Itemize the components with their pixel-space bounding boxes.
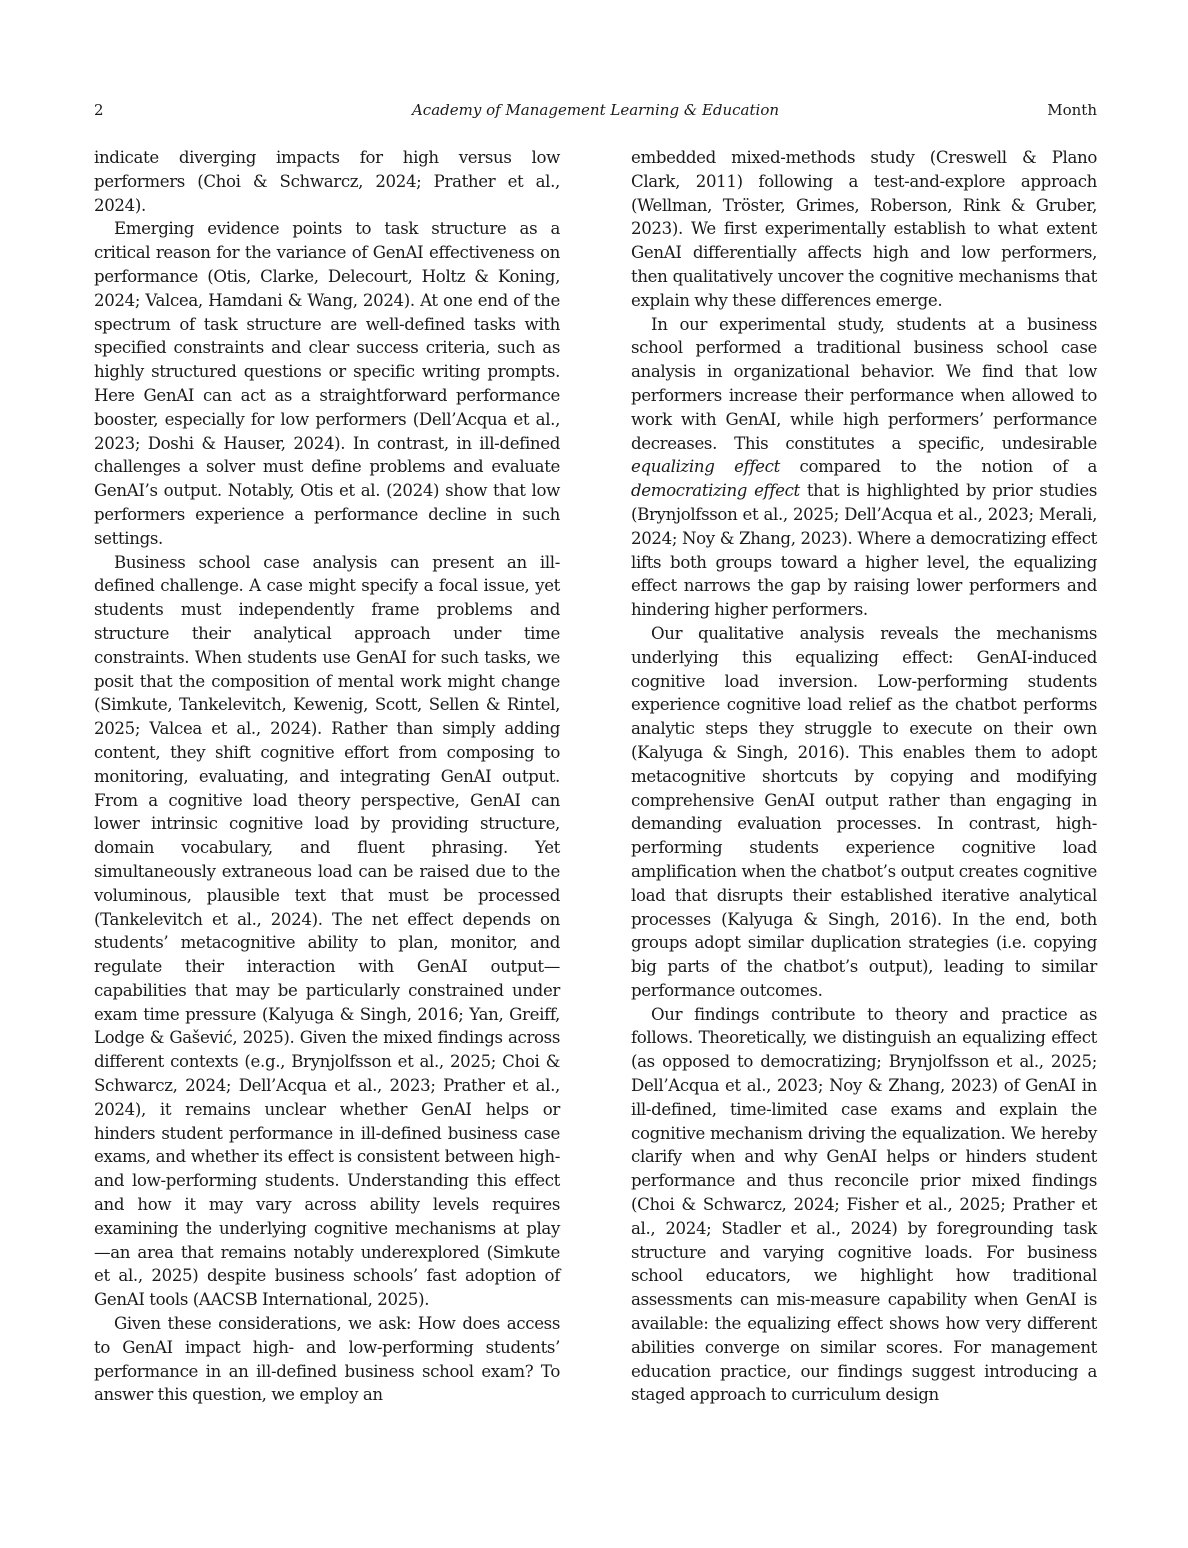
paragraph-continuation: indicate diverging impacts for high versus low performers (Choi & Schwarcz, 2024; Prather et al., 2024). [94,148,560,215]
paragraph-method-continuation: embedded mixed-methods study (Creswell & Plano Clark, 2011) following a test-and-explore approach (Wellman, Tröster, Grimes, Roberson, Rink & Gruber, 2023). We first experimentally establish to what extent GenAI differentially affects high and low performers, then qualitatively uncover the cognitive mechanisms that explain why these differences emerge. [631,148,1097,310]
emphasis-equalizing-effect: equalizing effect [631,457,780,477]
text-segment: compared to the notion of a [779,457,1097,477]
text-segment: that is highlighted by prior studies (Brynjolfsson et al., 2025; Dell’Acqua et al., 2023; Merali, 2024; Noy & Zhang, 2023). Where a democratizing effect lifts both groups toward a higher level, the equalizing effect narrows the gap by raising lower performers and hindering higher performers. [631,481,1097,620]
running-head [94,101,1097,125]
page-number: 2 [94,101,104,119]
paragraph-qualitative-analysis: Our qualitative analysis reveals the mechanisms underlying this equalizing effect: GenAI-induced cognitive load inversion. Low-performing students experience cognitive load relief as the chatbot performs analytic steps they struggle to execute on their own (Kalyuga & Singh, 2016). This enables them to adopt metacognitive shortcuts by copying and modifying comprehensive GenAI output rather than engaging in demanding evaluation processes. In contrast, high-performing students experience cognitive load amplification when the chatbot’s output creates cognitive load that disrupts their established iterative analytical processes (Kalyuga & Singh, 2016). In the end, both groups adopt similar duplication strategies (i.e. copying big parts of the chatbot’s output), leading to similar performance outcomes. [631,623,1097,1000]
journal-title: Academy of Management Learning & Education [411,101,780,119]
left-column [94,146,560,1407]
paragraph-research-question: Given these considerations, we ask: How does access to GenAI impact high- and low-performing students’ performance in an ill-defined business school exam? To answer this question, we employ an [94,1314,560,1405]
paragraph-case-analysis: Business school case analysis can present an ill-defined challenge. A case might specify a focal issue, yet students must independently frame problems and structure their analytical approach under time constraints. When students use GenAI for such tasks, we posit that the composition of mental work might change (Simkute, Tankelevitch, Kewenig, Scott, Sellen & Rintel, 2025; Valcea et al., 2024). Rather than simply adding content, they shift cognitive effort from composing to monitoring, evaluating, and integrating GenAI output. From a cognitive load theory perspective, GenAI can lower intrinsic cognitive load by providing structure, domain vocabulary, and fluent phrasing. Yet simultaneously extraneous load can be raised due to the voluminous, plausible text that must be processed (Tankelevitch et al., 2024). The net effect depends on students’ metacognitive ability to plan, monitor, and regulate their interaction with GenAI output—capabilities that may be particularly constrained under exam time pressure (Kalyuga & Singh, 2016; Yan, Greiff, Lodge & Gašević, 2025). Given the mixed findings across different contexts (e.g., Brynjolfsson et al., 2025; Choi & Schwarcz, 2024; Dell’Acqua et al., 2023; Prather et al., 2024), it remains unclear whether GenAI helps or hinders student performance in ill-defined business case exams, and whether its effect is consistent between high- and low-performing students. Understanding this effect and how it may vary across ability levels requires examining the underlying cognitive mechanisms at play—an area that remains notably underexplored (Simkute et al., 2025) despite business schools’ fast adoption of GenAI tools (AACSB International, 2025). [94,552,560,1310]
paragraph-contributions: Our findings contribute to theory and practice as follows. Theoretically, we distinguish an equalizing effect (as opposed to democratizing; Brynjolfsson et al., 2025; Dell’Acqua et al., 2023; Noy & Zhang, 2023) of GenAI in ill-defined, time-limited case exams and explain the cognitive mechanism driving the equalization. We hereby clarify when and why GenAI helps or hinders student performance and thus reconcile prior mixed findings (Choi & Schwarcz, 2024; Fisher et al., 2025; Prather et al., 2024; Stadler et al., 2024) by foregrounding task structure and varying cognitive loads. For business school educators, we highlight how traditional assessments can mis-measure capability when GenAI is available: the equalizing effect shows how very different abilities converge on similar scores. For management education practice, our findings suggest introducing a staged approach to curriculum design [631,1004,1097,1405]
paragraph-task-structure: Emerging evidence points to task structure as a critical reason for the variance of GenAI effectiveness on performance (Otis, Clarke, Delecourt, Holtz & Koning, 2024; Valcea, Hamdani & Wang, 2024). At one end of the spectrum of task structure are well-defined tasks with specified constraints and clear success criteria, such as highly structured questions or specific writing prompts. Here GenAI can act as a straightforward performance booster, especially for low performers (Dell’Acqua et al., 2023; Doshi & Hauser, 2024). In contrast, in ill-defined challenges a solver must define problems and evaluate GenAI’s output. Notably, Otis et al. (2024) show that low performers experience a performance decline in such settings. [94,219,560,548]
right-column [631,146,1097,1407]
text-segment: In our experimental study, students at a business school performed a traditional business school case analysis in organizational behavior. We find that low performers increase their performance when allowed to work with GenAI, while high performers’ performance decreases. This constitutes a specific, undesirable [631,314,1097,453]
paragraph-experimental-study [631,313,1097,622]
emphasis-democratizing-effect: democratizing effect [631,481,800,501]
issue-label: Month [1047,101,1097,119]
